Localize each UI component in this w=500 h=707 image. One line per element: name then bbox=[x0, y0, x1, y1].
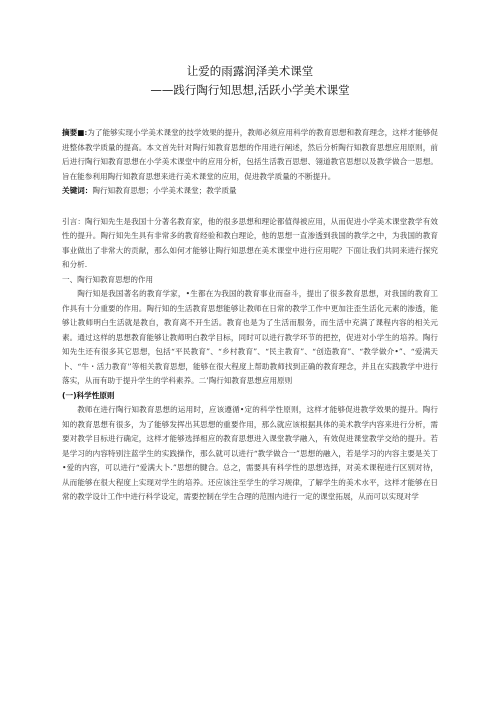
abstract-block bbox=[62, 126, 438, 199]
abstract-text: 为了能够实现小学美术课堂的技学效果的提升，教师必须应用科学的教育思想和教育理念，这样才能够促进整体教学质量的提高。本文首先针对陶行知教育思想的作用进行阐述，然后分析陶行知教育思想应用原则，前后进行陶行知教育思想在小学美术课堂中的应用分析，包括生活教百思想、翎道教官思想以及教学做合一思想。旨在能参利用陶行知教育思想来进行美术课堂的应用，促进教学质量的不断提升。 bbox=[62, 128, 438, 181]
intro-paragraph: 引言：陶行知先生是我国十分著名教育家，他的很多思想和理论都值得被应用，从而促进小学美术课堂教学有效性的提升。陶行知先生具有非常多的教育经验和教白理论，他的思想一直渗透到我国的教学之中，为我国的教育事业做出了非常大的贡献，那么如何才能够让陶行知思想在美术课堂中进行应用呢？下面让我们共同来进行探究和分析. bbox=[62, 216, 438, 269]
title-main: 让爱的雨露润泽美术课堂 bbox=[186, 64, 314, 78]
keywords-text: 陶行知教育思想；小学美术课堂；教学质量 bbox=[92, 186, 237, 195]
section-heading-1: 一、陶行知教育思想的作用 bbox=[62, 274, 154, 284]
paragraph-1: 陶行知是我国著名的教育学家，•生都在为我国的教育事业而奋斗，提出了很多教育思想，对我国的教育工作具有十分重要的作用。陶行知的生活教育思想能够让教师在日常的教学工作中更加注歪生活化元素的渗透，能够让教师明白生活就是教自，教育离不开生活。教育也是为了生活而服务，而生活中充满了课程内容的相关元素。通过这样的思想教育能够让教师明白教学目标，同时可以进行教学环节的把控，促进对小学生的培养。陶行知先生还有很多其它思想，包括“平民教育”、“乡村教育”、“民主教育”、“创造教育”、“教学做介•”、“爱满天卜、“牛・活力教育'’等相关教育思想，能够在很大程度上帮助教师找到正确的教育理念，并且在实践教学中进行落实，从而有助于提升学生的学科素养。二’陶行知教育思想应用原则 bbox=[62, 289, 438, 385]
paragraph-2: 教师在进行陶行知教育思想的运用时，应该遵循•定的科学性原则，这样才能够促进教学效果的提升。陶行知的教育思想有很多，为了能够发挥出其思想的重要作用，那么就应该根据具体的美术教学内容来进行分析，需要对教学目标进行确定，这样才能够选择相应的教育思想进入课堂教学融入，有效促进课堂教学交给的提升。若是学习的内容特别注蓝学生的实践操作，那么就可以进行“教学做合一”思想的融入，若是学习的内容主要是关丁•爱的内容，可以进行“爱满大卜.”思想的腱合。总之，需要具有科学性的思想选择，对美术课程进行区别对待，从而能够在很大程度上实现对学生的培养。还应该注至学生的学习规律，了解学生的美术水平，这样才能够在日常的教学设计工作中进行科学设定，需要控制在学生合理的范围内进行一定的课堂拓展，从而可以实现对学 bbox=[62, 405, 438, 501]
abstract-label: 摘要■: bbox=[62, 128, 88, 137]
title-subtitle: ——践行陶行知思想,活跃小学美术课堂 bbox=[150, 83, 350, 97]
body-text bbox=[62, 215, 438, 505]
keywords-label: 关键词： bbox=[62, 186, 93, 195]
document-title bbox=[62, 62, 438, 100]
subsection-heading-1: (一)科学性原则 bbox=[62, 390, 115, 400]
